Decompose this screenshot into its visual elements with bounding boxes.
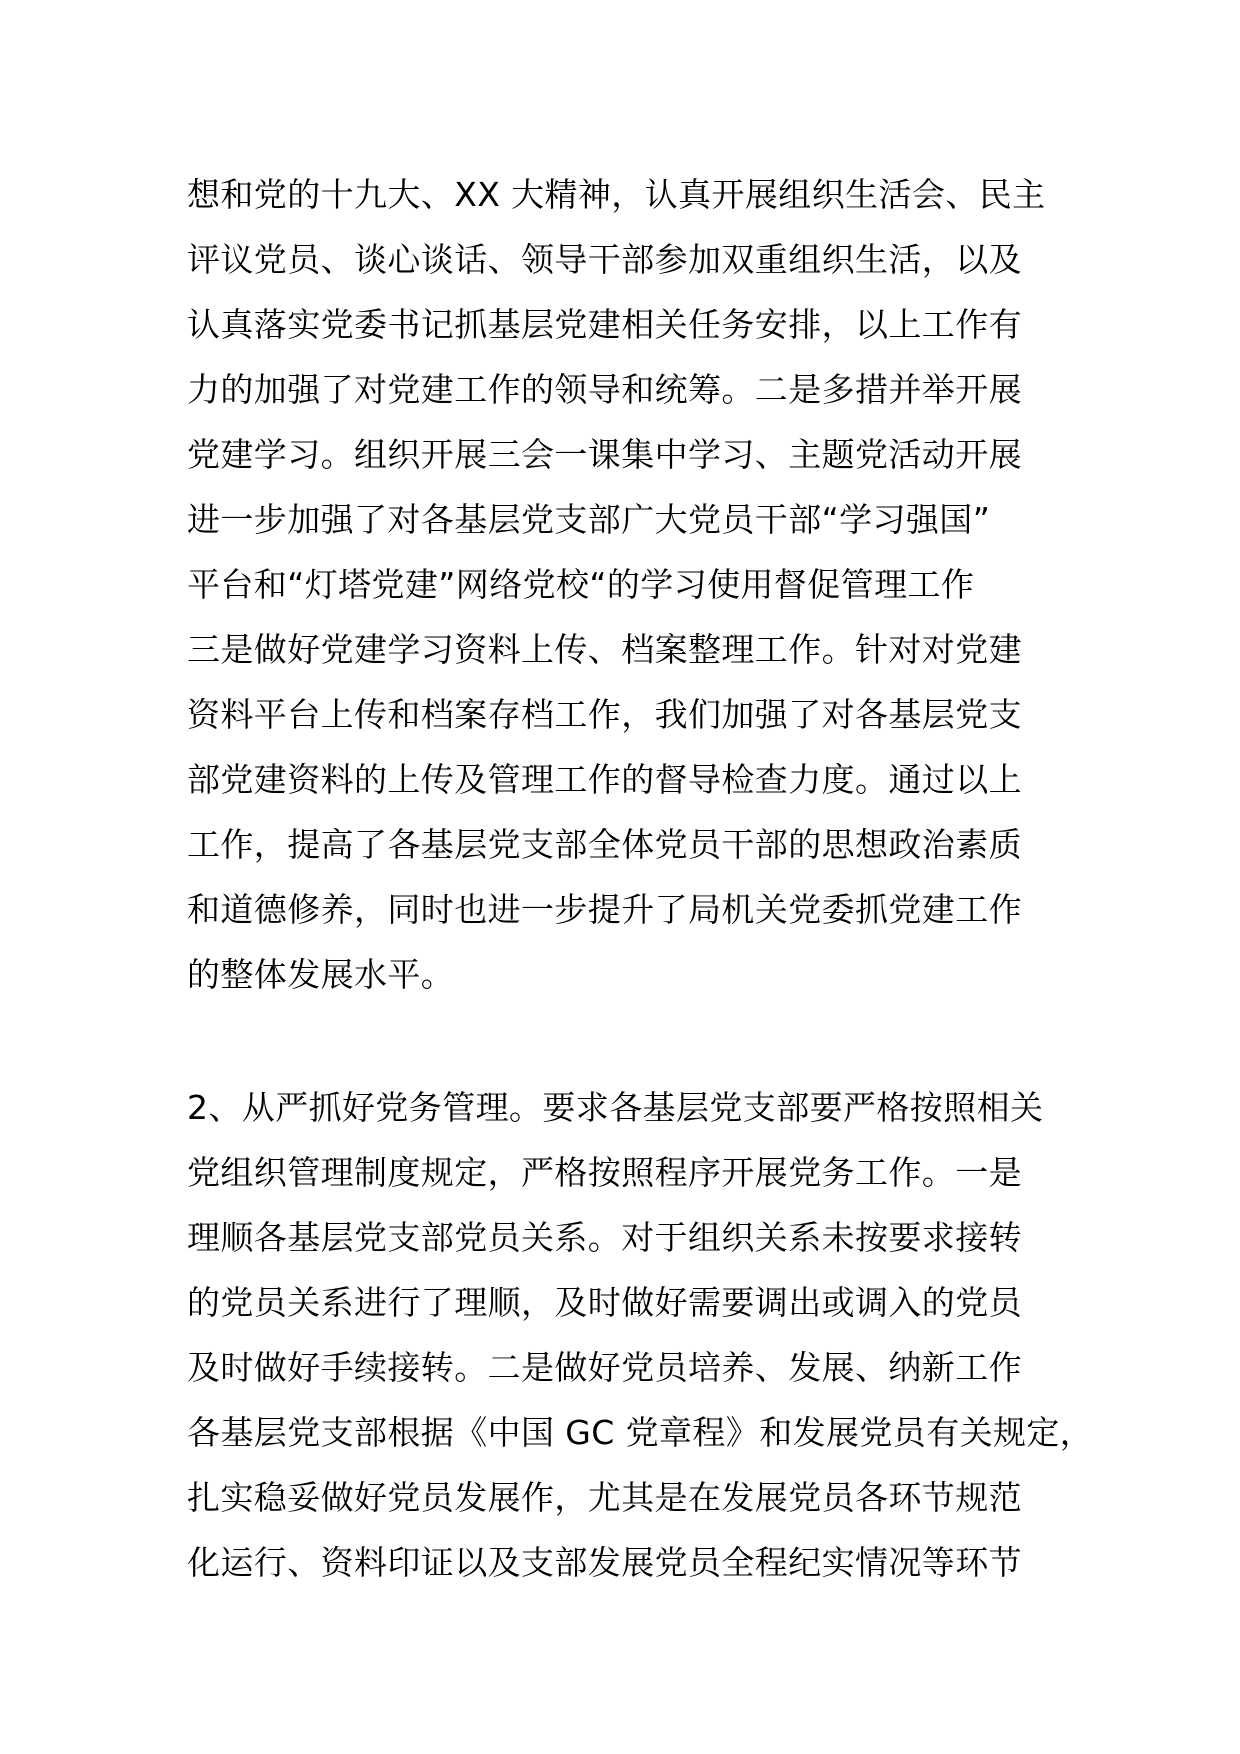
text-line: 各基层党支部根据《中国 GC 党章程》和发展党员有关规定， — [187, 1413, 1094, 1452]
paragraph-party-affairs-management — [187, 1075, 1094, 1595]
text-line: 评议党员、谈心谈话、领导干部参加双重组织生活，以及 — [187, 240, 1022, 279]
text-line: 化运行、资料印证以及支部发展党员全程纪实情况等环节 — [187, 1543, 1022, 1582]
text-line: 扎实稳妥做好党员发展作，尤其是在发展党员各环节规范 — [187, 1478, 1022, 1517]
text-line: 党组织管理制度规定，严格按照程序开展党务工作。一是 — [187, 1153, 1022, 1192]
text-line: 党建学习。组织开展三会一课集中学习、主题党活动开展 — [187, 435, 1022, 474]
text-line: 力的加强了对党建工作的领导和统筹。二是多措并举开展 — [187, 370, 1022, 409]
text-line: 三是做好党建学习资料上传、档案整理工作。针对对党建 — [187, 630, 1022, 669]
text-line: 和道德修养，同时也进一步提升了局机关党委抓党建工作 — [187, 890, 1022, 929]
text-line: 平台和“灯塔党建”网络党校“的学习使用督促管理工作 — [187, 565, 975, 604]
paragraph-party-building-study — [187, 162, 1087, 1007]
text-line: 的整体发展水平。 — [187, 955, 455, 994]
text-line: 资料平台上传和档案存档工作，我们加强了对各基层党支 — [187, 695, 1022, 734]
text-line: 进一步加强了对各基层党支部广大党员干部“学习强国” — [187, 500, 991, 539]
text-line: 理顺各基层党支部党员关系。对于组织关系未按要求接转 — [187, 1218, 1022, 1257]
text-line: 想和党的十九大、XX 大精神，认真开展组织生活会、民主 — [187, 175, 1046, 214]
text-line: 的党员关系进行了理顺，及时做好需要调出或调入的党员 — [187, 1283, 1022, 1322]
text-line: 2、从严抓好党务管理。要求各基层党支部要严格按照相关 — [187, 1088, 1044, 1127]
text-line: 工作，提高了各基层党支部全体党员干部的思想政治素质 — [187, 825, 1022, 864]
text-line: 认真落实党委书记抓基层党建相关任务安排，以上工作有 — [187, 305, 1022, 344]
text-line: 部党建资料的上传及管理工作的督导检查力度。通过以上 — [187, 760, 1022, 799]
text-line: 及时做好手续接转。二是做好党员培养、发展、纳新工作 — [187, 1348, 1022, 1387]
